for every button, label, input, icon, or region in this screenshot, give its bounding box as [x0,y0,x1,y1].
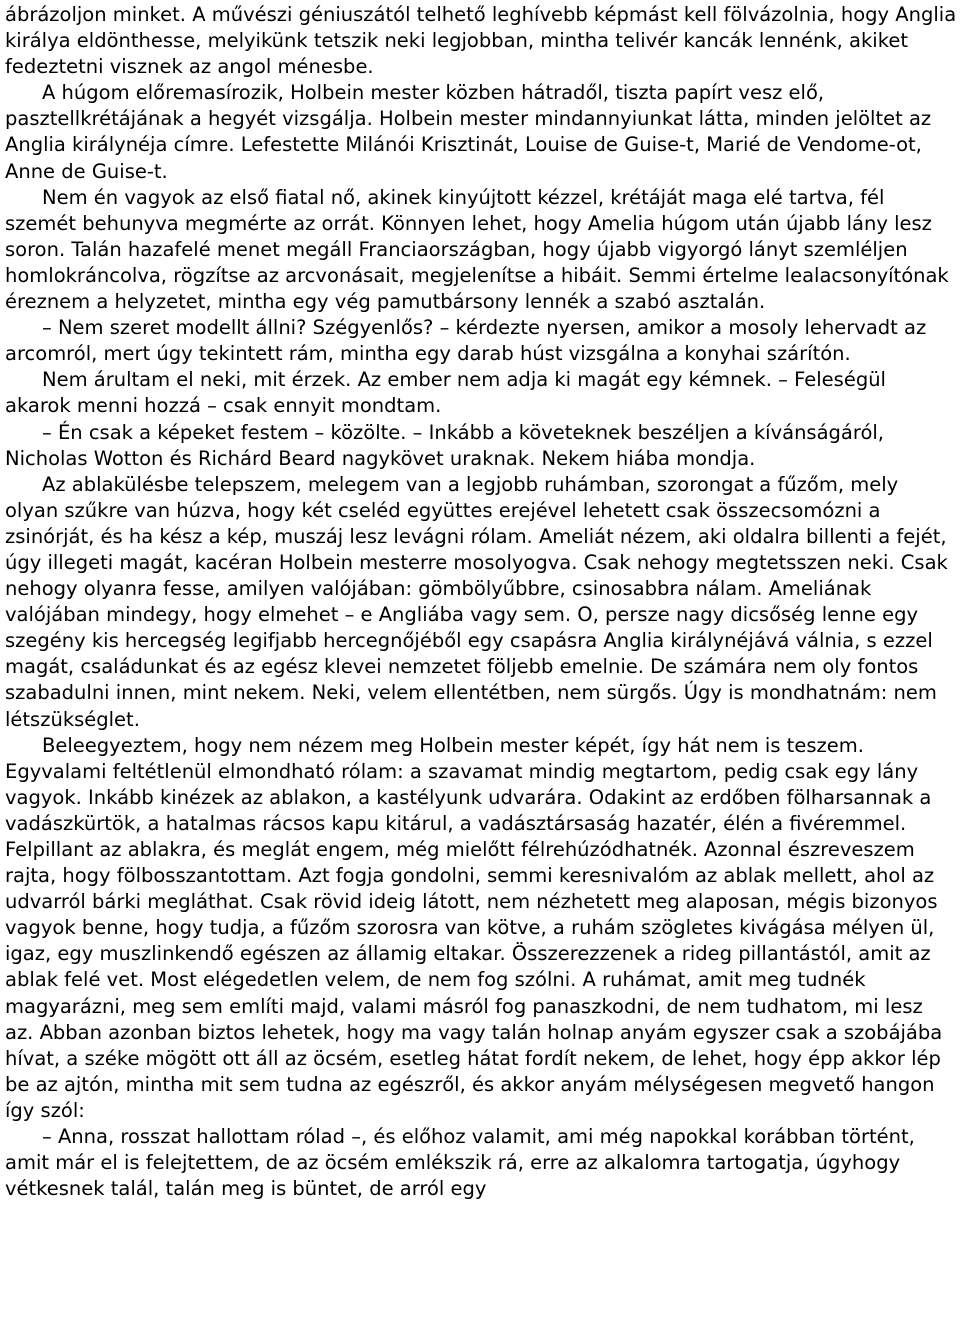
paragraph-8: Beleegyeztem, hogy nem nézem meg Holbein mester képét, így hát nem is teszem. Egyvalami feltétlenül elmondható rólam: a szavamat mindig megtartom, pedig csak egy lány vagyok. Inkább kinézek az ablakon, a kastélyunk udvarára. Odakint az erdőben fölharsannak a vadászkürtök, a hatalmas rácsos kapu kitárul, a vadásztársaság hazatér, élén a fivéremmel. Felpillant az ablakra, és meglát engem, még mielőtt félrehúzódhatnék. Azonnal észreveszem rajta, hogy fölbosszantottam. Azt fogja gondolni, semmi keresnivalóm az ablak mellett, ahol az udvarról bárki megláthat. Csak rövid ideig látott, nem nézhetett meg alaposan, mégis bizonyos vagyok benne, hogy tudja, a fűzőm szorosra van kötve, a ruhám szögletes kivágása mélyen ül, igaz, egy muszlinkendő egészen az államig eltakar. Összerezzenek a rideg pillantástól, amit az ablak felé vet. Most elégedetlen velem, de nem fog szólni. A ruhámat, amit meg tudnék magyarázni, meg sem említi majd, valami másról fog panaszkodni, de nem tudhatom, mi lesz az. Abban azonban biztos lehetek, hogy ma vagy talán holnap anyám egyszer csak a szobájába hívat, a széke mögött ott áll az öcsém, esetleg hátat fordít nekem, de lehet, hogy épp akkor lép be az ajtón, mintha mit sem tudna az egészről, és akkor anyám mélységesen megvető hangon így szól: [5,733,943,1122]
paragraph-6: – Én csak a képeket festem – közölte. – Inkább a követeknek beszéljen a kívánságáról, Nicholas Wotton és Richárd Beard nagykövet uraknak. Nekem hiába mondja. [5,420,885,470]
paragraph-9: – Anna, rosszat hallottam rólad –, és előhoz valamit, ami még napokkal korábban történt, amit már el is felejtettem, de az öcsém emlékszik rá, erre az alkalomra tartogatja, úgyhogy vétkesnek talál, talán meg is büntet, de arról egy [5,1125,915,1201]
paragraph-3: Nem én vagyok az első fiatal nő, akinek kinyújtott kézzel, krétáját maga elé tartva, fél szemét behunyva megmérte az orrát. Könnyen lehet, hogy Amelia húgom után újabb lány lesz soron. Talán hazafelé menet megáll Franciaországban, hogy újabb vigyorgó lányt szemléljen homlokráncolva, rögzítse az arcvonásait, megjelenítse a hibáit. Semmi értelme lealacsonyítónak éreznem a helyzetet, mintha egy vég pamutbársony lennék a szabó asztalán. [5,185,949,314]
paragraph-4: – Nem szeret modellt állni? Szégyenlős? – kérdezte nyersen, amikor a mosoly lehervadt az arcomról, mert úgy tekintett rám, mintha egy darab húst vizsgálna a konyhai szárítón. [5,316,927,366]
document-page [5,2,957,1202]
paragraph-1: ábrázoljon minket. A művészi géniuszától telhető leghívebb képmást kell fölvázolnia, hogy Anglia királya eldönthesse, melyikünk tetszik neki legjobban, mintha telivér kancák lennénk, akiket fedeztetni visznek az angol ménesbe. [5,3,957,79]
paragraph-2: A húgom előremasírozik, Holbein mester közben hátradől, tiszta papírt vesz elő, pasztellkrétájának a hegyét vizsgálja. Holbein mester mindannyiunkat látta, minden jelöltet az Anglia királynéja címre. Lefestette Milánói Krisztinát, Louise de Guise-t, Marié de Vendome-ot, Anne de Guise-t. [5,81,932,183]
paragraph-7: Az ablakülésbe telepszem, melegem van a legjobb ruhámban, szorongat a fűzőm, mely olyan szűkre van húzva, hogy két cseléd együttes erejével lehetett csak összecsomózni a zsinórját, és ha kész a kép, muszáj lesz levágni rólam. Ameliát nézem, aki oldalra billenti a fejét, úgy illegeti magát, kacéran Holbein mesterre mosolyogva. Csak nehogy megtetsszen neki. Csak nehogy olyanra fesse, amilyen valójában: gömbölyűbbre, csinosabbra nálam. Ameliának valójában mindegy, hogy elmehet – e Angliába vagy sem. O, persze nagy dicsőség lenne egy szegény kis hercegség legifjabb hercegnőjéből egy csapásra Anglia királynéjává válnia, s ezzel magát, családunkat és az egész klevei nemzetet följebb emelnie. De számára nem oly fontos szabadulni innen, mint nekem. Neki, velem ellentétben, nem sürgős. Úgy is mondhatnám: nem létszükséglet. [5,472,948,731]
paragraph-5: Nem árultam el neki, mit érzek. Az ember nem adja ki magát egy kémnek. – Feleségül akarok menni hozzá – csak ennyit mondtam. [5,368,886,418]
